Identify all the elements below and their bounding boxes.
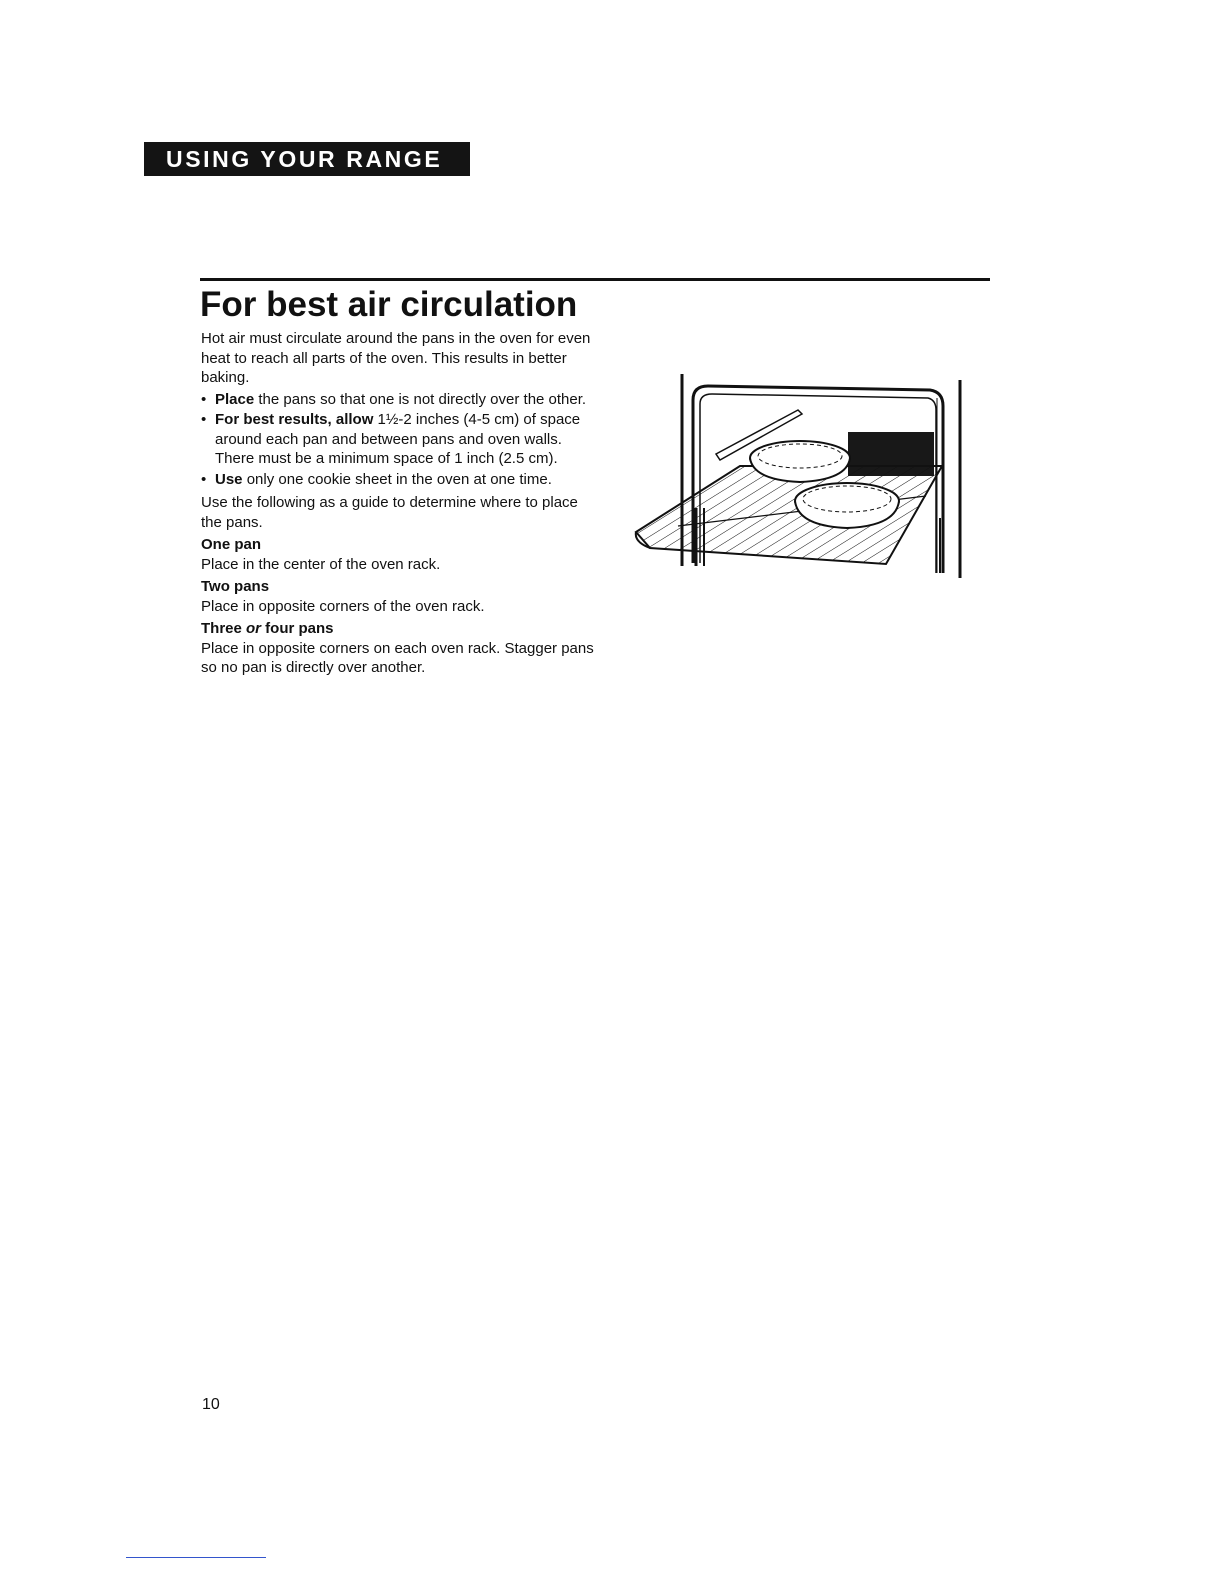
tip-item — [201, 410, 601, 469]
page-number: 10 — [202, 1396, 220, 1413]
footer-line — [126, 1557, 266, 1558]
tip-text: 1½-2 inches (4-5 cm) of space around each pan and between pans and oven walls. There must be a minimum space of 1 inch (2.5 cm). — [215, 411, 581, 467]
title-rule — [200, 278, 990, 281]
placement-heading: Two pans — [201, 578, 270, 595]
body-text — [201, 329, 601, 678]
placement-text: Place in opposite corners of the oven rack. — [201, 597, 485, 615]
tip-lead: Use — [215, 470, 243, 488]
tips-list — [201, 390, 601, 490]
tip-item — [201, 390, 601, 410]
tip-text: the pans so that one is not directly over the other. — [254, 390, 587, 408]
tip-lead: For best results, allow — [215, 411, 374, 428]
heading-part: Three — [201, 620, 247, 637]
tip-lead: Place — [215, 390, 255, 408]
tip-item — [201, 470, 601, 490]
intro-paragraph: Hot air must circulate around the pans in the oven for even heat to reach all parts of the oven. This results in better baking. — [201, 330, 591, 386]
placement-text: Place in the center of the oven rack. — [201, 555, 441, 573]
placement-heading: One pan — [201, 536, 262, 553]
tip-text: only one cookie sheet in the oven at one time. — [242, 470, 552, 488]
heading-part: four pans — [261, 620, 334, 637]
placement-heading — [201, 619, 601, 639]
guide-paragraph: Use the following as a guide to determine where to place the pans. — [201, 494, 578, 531]
placement-text: Place in opposite corners on each oven rack. Stagger pans so no pan is directly over another. — [201, 639, 594, 676]
page-title: For best air circulation — [200, 285, 578, 324]
oven-rack-with-two-pans-illustration — [630, 368, 970, 583]
heading-part: or — [246, 620, 262, 637]
section-tab: USING YOUR RANGE — [144, 142, 470, 176]
